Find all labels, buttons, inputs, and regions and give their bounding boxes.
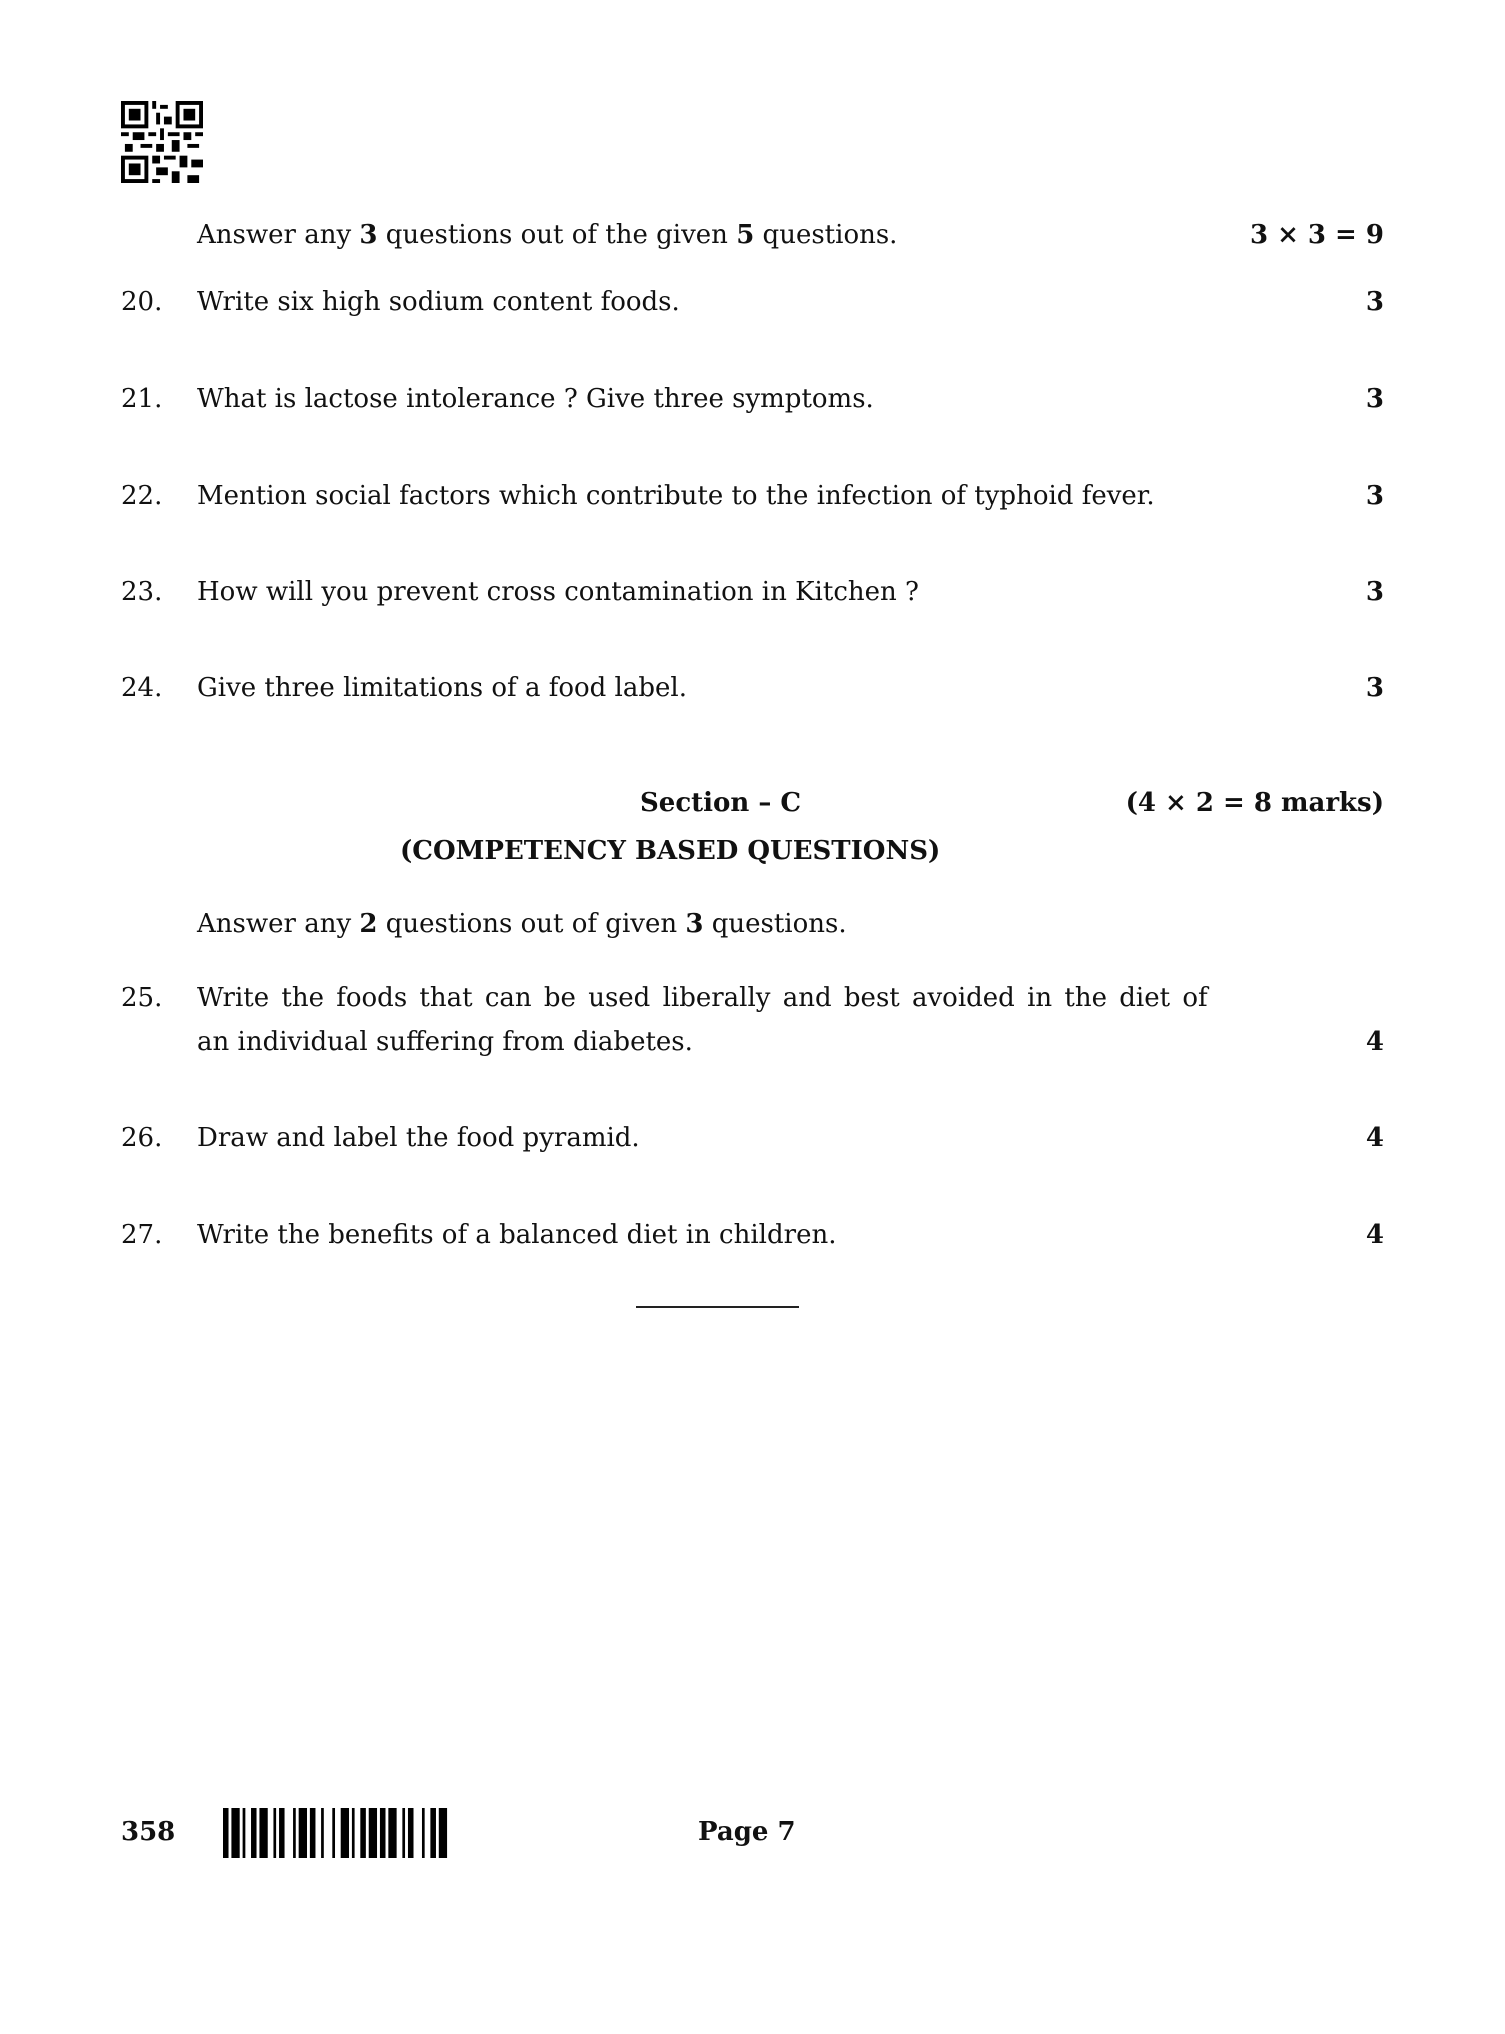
question-marks: 3 [1365,673,1384,703]
question-number: 27. [121,1220,163,1250]
instr-text: questions. [703,909,847,939]
question-text: Mention social factors which contribute to the infection of typhoid fever. [197,481,1155,511]
instr-count: 3 [359,220,378,250]
question-text: How will you prevent cross contamination in Kitchen ? [197,577,919,607]
page-number: Page 7 [698,1817,796,1847]
instr-count: 2 [359,909,378,939]
section-c-marks: (4 × 2 = 8 marks) [1125,788,1384,818]
question-number: 22. [121,481,163,511]
section-b-marks: 3 × 3 = 9 [1249,220,1384,250]
section-c-subtitle: (COMPETENCY BASED QUESTIONS) [400,836,941,866]
instr-text: questions. [754,220,898,250]
instr-total: 3 [685,909,704,939]
section-c-title: Section – C [640,788,802,818]
end-divider [636,1306,799,1308]
instr-text: Answer any [197,220,360,250]
instr-text: questions out of the given [377,220,737,250]
question-number: 24. [121,673,163,703]
question-number: 26. [121,1123,163,1153]
barcode-bar [388,1808,396,1858]
barcode-bar [439,1808,447,1858]
question-text-line1: Write the foods that can be used liberally and best avoided in the diet of [197,983,1208,1013]
instr-total: 5 [736,220,755,250]
barcode-gap [414,1808,422,1858]
barcode-bar [341,1808,349,1858]
qr-code [121,101,203,183]
question-number: 23. [121,577,163,607]
instr-text: questions out of given [377,909,686,939]
barcode-bar [369,1808,377,1858]
instr-text: Answer any [197,909,360,939]
question-marks: 3 [1365,577,1384,607]
barcode-bar [299,1808,307,1858]
question-text: Give three limitations of a food label. [197,673,687,703]
question-marks: 4 [1365,1220,1384,1250]
barcode-gap [324,1808,332,1858]
section-b-instructions [197,220,897,250]
paper-code: 358 [121,1817,176,1847]
question-marks: 3 [1365,481,1384,511]
question-marks: 3 [1365,384,1384,414]
question-text: Write six high sodium content foods. [197,287,680,317]
barcode-gap [285,1808,293,1858]
question-text: Write the benefits of a balanced diet in children. [197,1220,837,1250]
section-c-instructions [197,909,847,939]
question-marks: 4 [1365,1123,1384,1153]
barcode-bar [259,1808,267,1858]
question-number: 20. [121,287,163,317]
question-marks: 4 [1365,1027,1384,1057]
barcode-bar [231,1808,239,1858]
question-number: 25. [121,983,163,1013]
question-text: What is lactose intolerance ? Give three symptoms. [197,384,874,414]
barcode-gap [447,1808,450,1858]
question-marks: 3 [1365,287,1384,317]
question-number: 21. [121,384,163,414]
question-text: Draw and label the food pyramid. [197,1123,640,1153]
question-text-line2: an individual suffering from diabetes. [197,1027,693,1057]
barcode [223,1808,450,1858]
